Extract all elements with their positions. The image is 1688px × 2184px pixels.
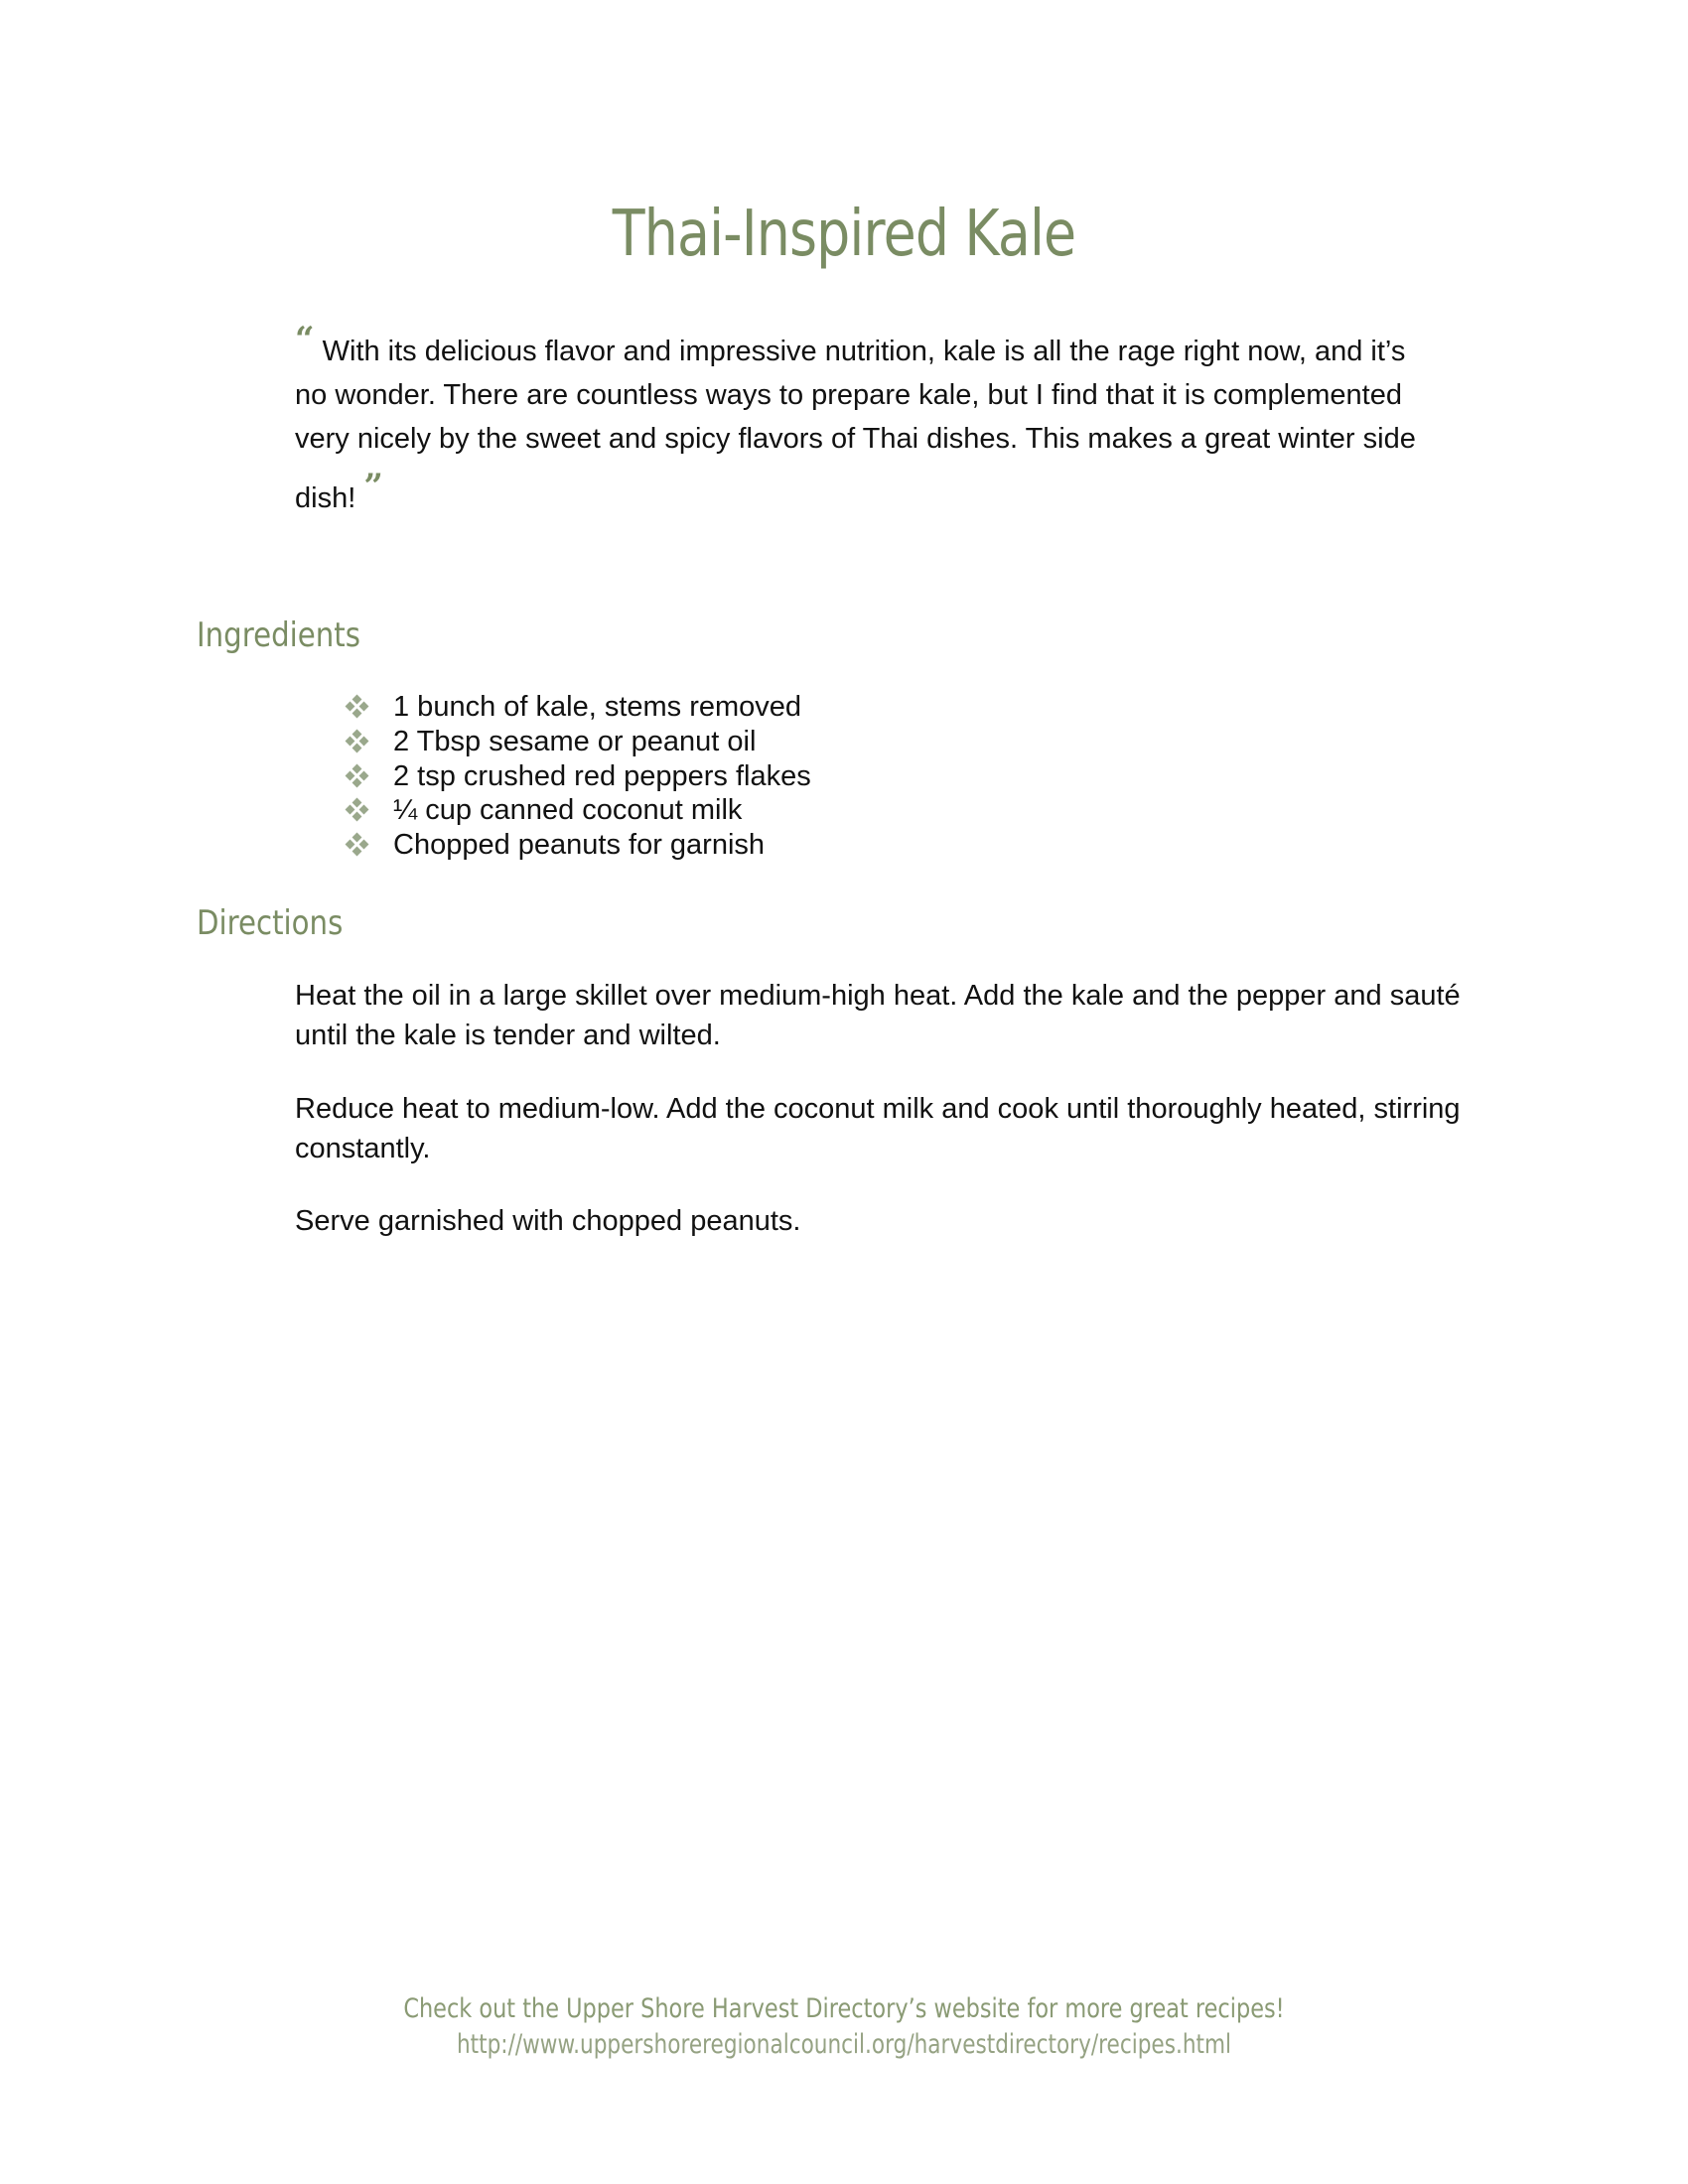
ingredients-heading: Ingredients	[197, 615, 360, 655]
list-item	[343, 828, 811, 863]
intro-quote	[295, 320, 1475, 520]
list-item	[343, 759, 811, 794]
intro-text: dish!	[295, 482, 356, 514]
list-item	[343, 793, 811, 828]
four-diamond-bullet-icon	[343, 725, 372, 758]
four-diamond-bullet-icon	[343, 793, 372, 827]
intro-line	[295, 320, 1475, 373]
ingredient-text: 2 Tbsp sesame or peanut oil	[393, 725, 757, 757]
direction-step: Reduce heat to medium-low. Add the coconut milk and cook until thoroughly heated, stirring constantly.	[295, 1093, 1461, 1164]
list-item	[343, 725, 811, 759]
list-item	[343, 690, 811, 725]
four-diamond-bullet-icon	[343, 828, 372, 862]
ingredient-text: 2 tsp crushed red peppers flakes	[393, 759, 811, 792]
direction-step: Serve garnished with chopped peanuts.	[295, 1205, 801, 1237]
four-diamond-bullet-icon	[343, 759, 372, 793]
intro-line: no wonder. There are countless ways to prepare kale, but I find that it is complemented	[295, 379, 1402, 411]
open-quote-icon: “	[295, 320, 315, 359]
ingredients-list	[343, 690, 811, 863]
intro-line	[295, 467, 1475, 520]
direction-step: Heat the oil in a large skillet over medium-high heat. Add the kale and the pepper and sauté until the kale is tender and wilted.	[295, 980, 1461, 1051]
intro-text: With its delicious flavor and impressive nutrition, kale is all the rage right now, and it’s	[322, 336, 1406, 367]
ingredient-text: 1 bunch of kale, stems removed	[393, 691, 802, 723]
footer-url-link[interactable]: http://www.uppershoreregionalcouncil.org/harvestdirectory/recipes.html	[456, 2029, 1232, 2060]
directions-heading: Directions	[197, 903, 344, 943]
close-quote-icon: ”	[363, 467, 383, 506]
intro-line: very nicely by the sweet and spicy flavors of Thai dishes. This makes a great winter side	[295, 423, 1416, 455]
ingredient-text: ¼ cup canned coconut milk	[393, 794, 743, 827]
four-diamond-bullet-icon	[343, 690, 372, 724]
ingredient-text: Chopped peanuts for garnish	[393, 829, 766, 862]
recipe-title: Thai-Inspired Kale	[612, 198, 1076, 271]
footer-promo-text: Check out the Upper Shore Harvest Directory’s website for more great recipes!	[403, 1993, 1285, 2024]
